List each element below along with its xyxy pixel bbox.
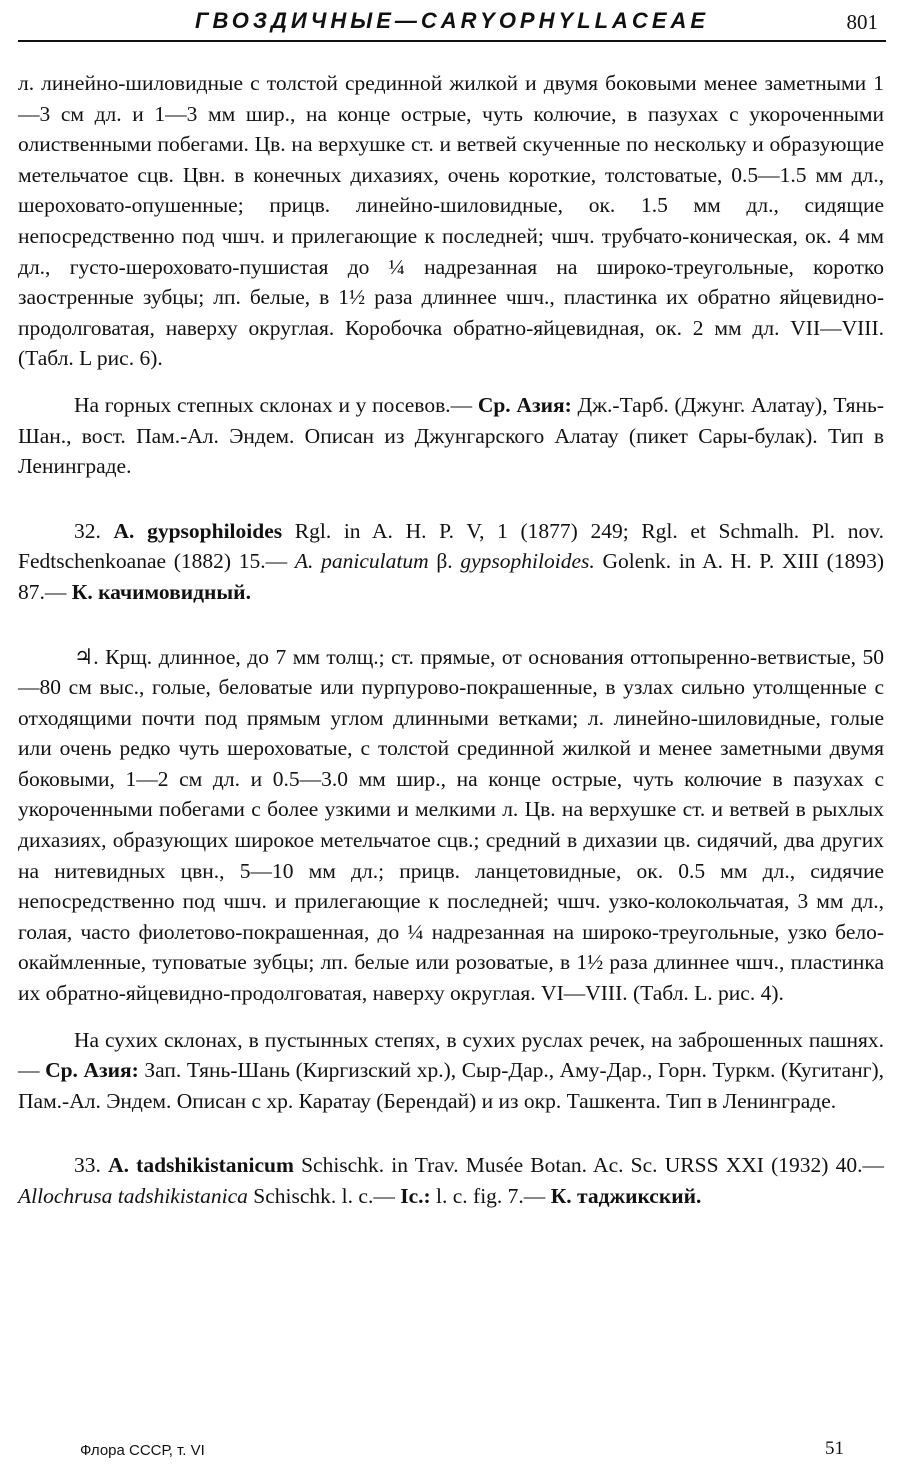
distribution-rest: Дж.-Тарб. (Джунг. Алатау), Тянь-Шан., вост. Пам.-Ал. Эндем. Описан из Джунгарского Алатау (пикет Сары-булак). Тип в Ленинграде. [18, 392, 884, 479]
printer-signature: 51 [825, 1438, 844, 1459]
synonym-name: Allochrusa tadshikistanica [18, 1184, 248, 1208]
species-number: 32. [74, 518, 101, 543]
species-number: 33. [74, 1153, 101, 1178]
species-name: A. tadshikistanicum [108, 1153, 294, 1178]
citation-part: l. c. fig. 7.— [430, 1184, 551, 1208]
page-footer [80, 1438, 844, 1468]
icon-reference-label: Ic.: [400, 1184, 431, 1208]
footer-flora-label: Флора СССР, т. VI [80, 1442, 205, 1459]
russian-name: К. качимовидный. [71, 579, 251, 604]
distribution-region: Ср. Азия: [45, 1058, 139, 1083]
citation-part: Golenk. in A. H. P. XIII (1893) 87.— [18, 549, 884, 604]
synonym-name: A. paniculatum [294, 549, 429, 574]
distribution-lead: На сухих склонах, в пустынных степях, в сухих руслах речек, на заброшенных пашнях.— [18, 1027, 884, 1083]
distribution-rest: Зап. Тянь-Шань (Киргизский хр.), Сыр-Дар., Аму-Дар., Горн. Туркм. (Кугитанг), Пам.-Ал. Эндем. Описан с хр. Каратау (Берендай) и из окр. Ташкента. Тип в Ленинграде. [18, 1058, 884, 1113]
running-title: ГВОЗДИЧНЫЕ—CARYOPHYLLACEAE [194, 8, 710, 33]
distribution-region: Ср. Азия: [477, 392, 572, 417]
synonym-variety: gypsophiloides. [460, 549, 595, 574]
page-header [18, 6, 886, 42]
citation-part: Rgl. in A. H. P. V, 1 (1877) 249; Rgl. et Schmalh. Pl. nov. Fedtschenkoanae (1882) 15.— [18, 518, 884, 574]
continuation-description: л. линейно-шиловидные с толстой срединной жилкой и двумя боковыми менее заметными 1—3 см дл. и 1—3 мм шир., на конце острые, чуть колючие, в пазухах с укороченными олиственными побегами. Цв. на верхушке ст. и ветвей скученные по нескольку и образующие метельчатое сцв. Цвн. в конечных дихазиях, очень короткие, толстоватые, 0.5—1.5 мм дл., шероховато-опушенные; прицв. линейно-шиловидные, ок. 1.5 мм дл., сидящие непосредственно под чшч. и прилегающие к последней; чшч. трубчато-коническая, ок. 4 мм дл., густо-шероховато-пушистая до ¼ надрезанная на широко-треугольные, коротко заостренные зубцы; лп. белые, в 1½ раза длиннее чшч., пластинка их обратно яйцевидно-продолговатая, наверху округлая. Коробочка обратно-яйцевидная, ок. 2 мм дл. VII—VIII. (Табл. L рис. 6). [18, 71, 884, 371]
species-32-distribution [18, 1025, 884, 1117]
page-number: 801 [846, 10, 878, 34]
citation-part: Schischk. in Trav. Musée Botan. Ac. Sc. URSS XXI (1932) 40.— [293, 1153, 885, 1178]
citation-part: Schischk. l. c.— [247, 1184, 401, 1208]
page-body [18, 68, 884, 1212]
russian-name: К. таджикский. [550, 1184, 702, 1208]
citation-part: β. [428, 549, 461, 574]
distribution-lead: На горных степных склонах и у посевов.— [74, 392, 478, 417]
species-33-heading [18, 1150, 884, 1211]
continuation-distribution [18, 390, 884, 482]
species-32-heading [18, 516, 884, 608]
species-32-description: ♃. Крщ. длинное, до 7 мм толщ.; ст. прямые, от основания оттопыренно-ветвистые, 50—80 см выс., голые, беловатые или пурпурово-покрашенные, в узлах сильно утолщенные с отходящими почти под прямым углом длинными ветками; л. линейно-шиловидные, голые или очень редко чуть шероховатые, с толстой срединной жилкой и менее заметными двумя боковыми, 1—2 см дл. и 0.5—3.0 мм шир., на конце острые, чуть колючие в пазухах с укороченными побегами с более узкими и мелкими л. Цв. на верхушке ст. и ветвей в рыхлых дихазиях, образующих широкое метельчатое сцв.; средний в дихазии цв. сидячий, два других на нитевидных цвн., 5—10 мм дл.; прицв. ланцетовидные, ок. 0.5 мм дл., сидячие непосредственно под чшч. и прилегающие к последней; чшч. узко-колокольчатая, 3 мм дл., голая, часто фиолетово-покрашенная, до ¼ надрезанная на широко-треугольные, узко бело-окаймленные, туповатые зубцы; лп. белые или розоватые, в 1½ раза длиннее чшч., пластинка их обратно-яйцевидно-продолговатая, наверху округлая. VI—VIII. (Табл. L. рис. 4). [18, 644, 884, 1006]
species-name: A. gypsophiloides [113, 518, 283, 543]
